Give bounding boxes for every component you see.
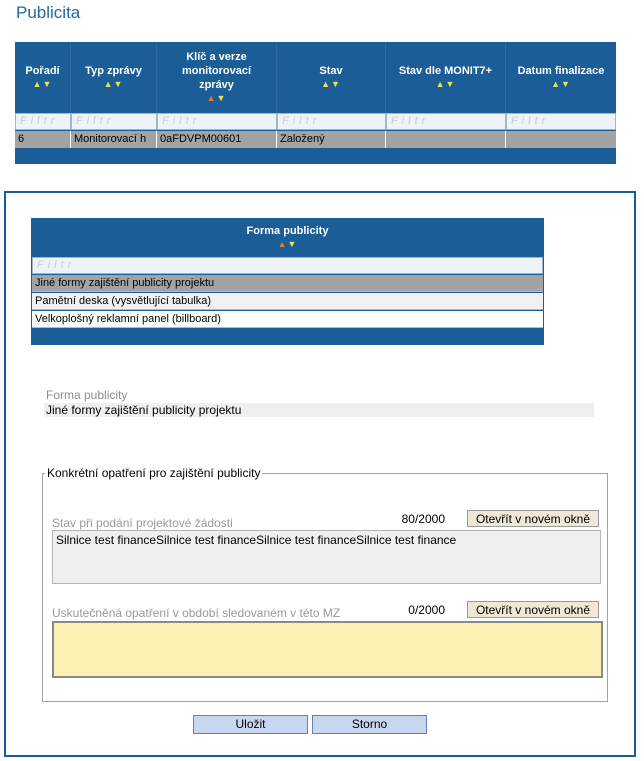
reports-filter-row <box>15 113 616 130</box>
filter-input[interactable]: Filtr <box>386 113 506 130</box>
uskutecnena-opatreni-textarea[interactable] <box>52 621 603 678</box>
cell-stav-monit <box>386 131 506 148</box>
uskutecnena-opatreni-counter: 0/2000 <box>408 603 445 617</box>
opatreni-legend: Konkrétní opatření pro zajištění publicity <box>47 466 261 480</box>
forma-publicity-label: Forma publicity <box>46 388 128 402</box>
sort-arrows-icon[interactable]: ▲▼ <box>277 238 298 249</box>
sort-arrows-icon[interactable]: ▲▼ <box>435 79 456 89</box>
sort-arrows-icon[interactable]: ▲▼ <box>103 79 124 89</box>
column-header-stav[interactable]: Stav ▲▼ <box>277 42 386 112</box>
table-row[interactable] <box>15 131 616 148</box>
filter-input[interactable]: Filtr <box>71 113 157 130</box>
cell-poradi: 6 <box>15 131 71 148</box>
filter-input[interactable]: Filtr <box>506 113 616 130</box>
column-header-stav-monit[interactable]: Stav dle MONIT7+ ▲▼ <box>386 42 506 112</box>
column-header-typ-zpravy[interactable]: Typ zprávy ▲▼ <box>71 42 157 112</box>
open-new-window-button[interactable]: Otevřít v novém okně <box>467 601 599 618</box>
cell-klic: 0aFDVPM00601 <box>157 131 277 148</box>
sort-arrows-icon[interactable]: ▲▼ <box>32 79 53 89</box>
reports-grid <box>15 42 616 164</box>
forma-publicity-value: Jiné formy zajištění publicity projektu <box>44 403 594 417</box>
forma-publicity-grid <box>31 218 544 345</box>
cell-stav: Založený <box>277 131 386 148</box>
sort-arrows-icon[interactable]: ▲▼ <box>206 93 227 103</box>
stav-podani-label: Stav při podání projektové žádosti <box>52 516 233 530</box>
open-new-window-button[interactable]: Otevřít v novém okně <box>467 510 599 527</box>
cell-datum-finalizace <box>506 131 616 148</box>
sort-arrows-icon[interactable]: ▲▼ <box>551 79 571 89</box>
stav-podani-counter: 80/2000 <box>401 512 445 526</box>
list-item[interactable]: Velkoplošný reklamní panel (billboard) <box>32 311 543 328</box>
sort-arrows-icon[interactable]: ▲▼ <box>321 79 341 89</box>
cell-typ-zpravy: Monitorovací h <box>71 131 157 148</box>
cancel-button[interactable]: Storno <box>312 715 427 734</box>
save-button[interactable]: Uložit <box>193 715 308 734</box>
column-header-datum-finalizace[interactable]: Datum finalizace ▲▼ <box>517 65 605 89</box>
filter-input[interactable]: Filtr <box>15 113 71 130</box>
page-title: Publicita <box>16 3 81 22</box>
reports-grid-header <box>15 42 616 112</box>
column-header-klic[interactable]: Klíč a verze monitorovací zprávy ▲▼ <box>157 42 277 112</box>
column-header-forma-publicity[interactable]: Forma publicity ▲▼ <box>246 224 329 249</box>
filter-input[interactable]: Filtr <box>157 113 277 130</box>
filter-input[interactable]: Filtr <box>32 257 543 274</box>
uskutecnena-opatreni-label: Uskutečněná opatření v období sledovaném v této MZ <box>52 606 341 620</box>
list-item[interactable]: Jiné formy zajištění publicity projektu <box>32 275 543 292</box>
detail-panel <box>4 191 636 757</box>
column-header-poradi[interactable]: Pořadí ▲▼ <box>15 42 71 112</box>
stav-podani-textarea[interactable]: Silnice test financeSilnice test financeSilnice test financeSilnice test finance <box>52 530 601 584</box>
filter-input[interactable]: Filtr <box>277 113 386 130</box>
list-item[interactable]: Pamětní deska (vysvětlující tabulka) <box>32 293 543 310</box>
